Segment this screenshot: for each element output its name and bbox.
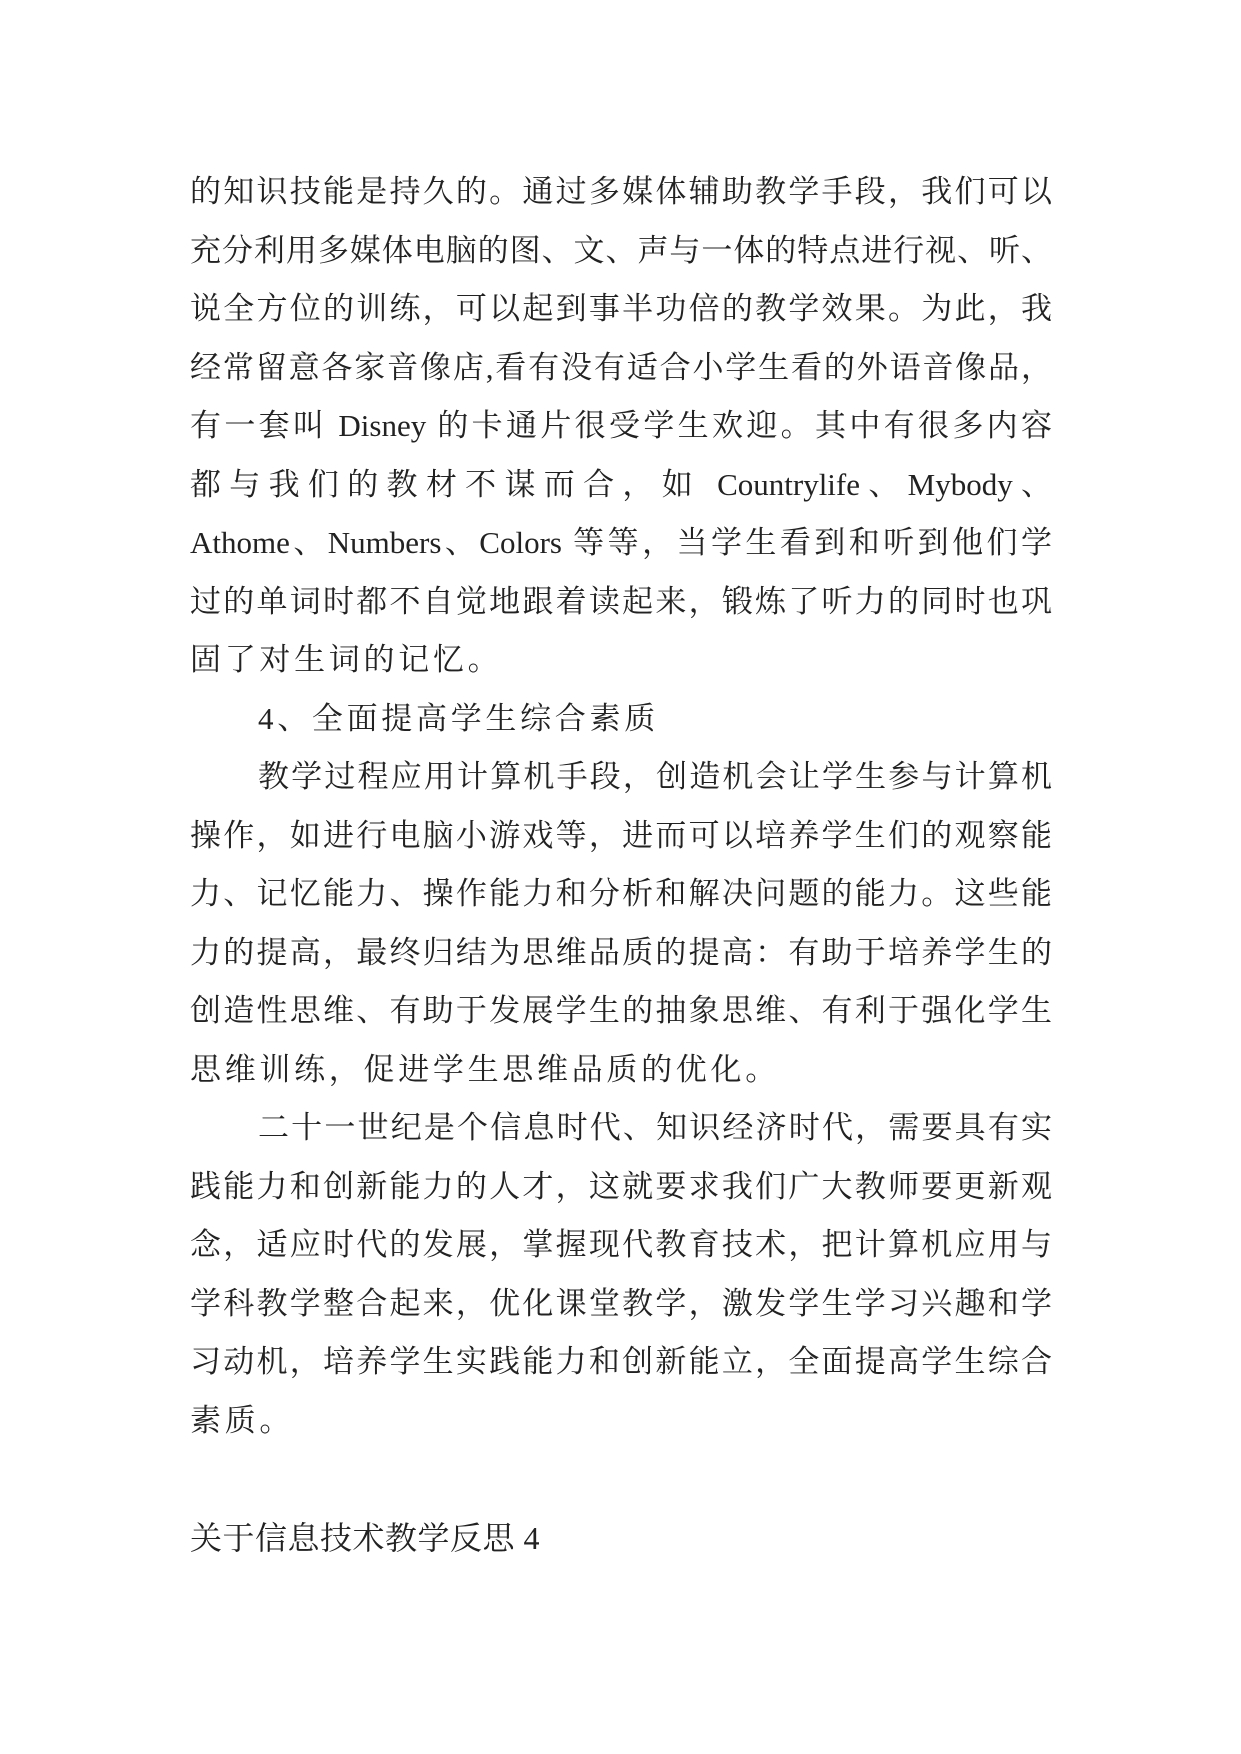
- paragraph-line: Athome、Numbers、Colors 等等，当学生看到和听到他们学: [190, 525, 1052, 560]
- paragraph-line: 固了对生词的记忆。: [190, 642, 503, 677]
- paragraph-line: 素质。: [190, 1402, 295, 1438]
- paragraph-line: 教学过程应用计算机手段，创造机会让学生参与计算机: [258, 759, 1052, 794]
- paragraph-line: 经常留意各家音像店,看有没有适合小学生看的外语音像品，: [190, 349, 1052, 385]
- paragraph-line: 过的单词时都不自觉地跟着读起来，锻炼了听力的同时也巩: [190, 583, 1052, 619]
- paragraph-line: 充分利用多媒体电脑的图、文、声与一体的特点进行视、听、: [190, 232, 1052, 268]
- section-subheading: [190, 690, 1052, 749]
- paragraph-line: 都与我们的教材不谋而合，如 Countrylife、Mybody、: [190, 466, 1052, 502]
- document-body: [190, 163, 1052, 1567]
- paragraph-line: 操作，如进行电脑小游戏等，进而可以培养学生们的观察能: [190, 817, 1052, 853]
- paragraph-line: 的知识技能是持久的。通过多媒体辅助教学手段，我们可以: [190, 174, 1052, 209]
- paragraph-line: 践能力和创新能力的人才，这就要求我们广大教师要更新观: [190, 1168, 1052, 1204]
- paragraph-line: 二十一世纪是个信息时代、知识经济时代，需要具有实: [258, 1110, 1052, 1145]
- paragraph: [190, 163, 1052, 690]
- paragraph-line: 创造性思维、有助于发展学生的抽象思维、有利于强化学生: [190, 993, 1052, 1028]
- paragraph-line: 力的提高，最终归结为思维品质的提高：有助于培养学生的: [190, 934, 1052, 970]
- paragraph: [190, 1099, 1052, 1450]
- article-heading: 关于信息技术教学反思 4: [190, 1519, 541, 1556]
- blank-line: [190, 1450, 1052, 1509]
- paragraph-line: 有一套叫 Disney 的卡通片很受学生欢迎。其中有很多内容: [190, 408, 1052, 443]
- paragraph-line: 念，适应时代的发展，掌握现代教育技术，把计算机应用与: [190, 1227, 1052, 1262]
- subheading-line: 4、全面提高学生综合素质: [258, 700, 659, 736]
- paragraph-line: 习动机，培养学生实践能力和创新能立，全面提高学生综合: [190, 1344, 1052, 1379]
- paragraph-line: 学科教学整合起来，优化课堂教学，激发学生学习兴趣和学: [190, 1285, 1052, 1321]
- paragraph: [190, 748, 1052, 1099]
- paragraph-line: 说全方位的训练，可以起到事半功倍的教学效果。为此，我: [190, 291, 1052, 326]
- paragraph-line: 力、记忆能力、操作能力和分析和解决问题的能力。这些能: [190, 876, 1052, 911]
- paragraph-line: 思维训练，促进学生思维品质的优化。: [190, 1051, 780, 1087]
